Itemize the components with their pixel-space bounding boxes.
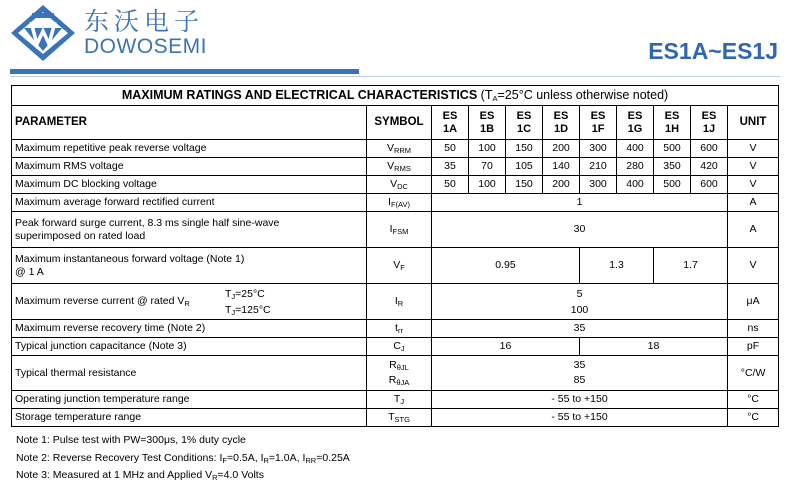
- table-row: Operating junction temperature range $T_J$ - 55 to +150 °C: [12, 391, 779, 409]
- col-unit: UNIT: [728, 106, 779, 140]
- company-name-en: DOWOSEMI: [84, 35, 207, 58]
- company-name-cn: 东沃电子: [84, 7, 205, 36]
- col-device: ES 1C: [506, 106, 543, 140]
- note-1: Note 1: Pulse test with PW=300μs, 1% duty cycle: [16, 434, 246, 446]
- header-rule: [10, 69, 359, 74]
- table-title-row: [12, 86, 779, 106]
- table-row: Maximum reverse current @ rated $V_R$ $T_J=25^\circ C$ $T_J=125^\circ C$ $I_R$ 5 100 μA: [12, 284, 779, 320]
- col-device: ES 1H: [654, 106, 691, 140]
- col-device: ES 1G: [617, 106, 654, 140]
- note-3: Note 3: Measured at 1 MHz and Applied $V_R=4.0$ Volts: [16, 469, 264, 482]
- col-device: ES 1D: [543, 106, 580, 140]
- table-row: Maximum average forward rectified current $I_{F(AV)}$ 1 A: [12, 194, 779, 212]
- col-device: ES 1A: [432, 106, 469, 140]
- col-device: ES 1B: [469, 106, 506, 140]
- table-row: Storage temperature range $T_{STG}$ - 55 to +150 °C: [12, 409, 779, 427]
- table-row: Maximum instantaneous forward voltage (Note 1) @ 1 A $V_F$ 0.95 1.3 1.7 V: [12, 248, 779, 284]
- table-row: Typical junction capacitance (Note 3) $C_J$ 16 18 pF: [12, 338, 779, 356]
- col-device: ES 1F: [580, 106, 617, 140]
- col-symbol: SYMBOL: [367, 106, 432, 140]
- table-row: Peak forward surge current, 8.3 ms single half sine-wave superimposed on rated load $I_{FSM}$ 30 A: [12, 212, 779, 248]
- table-row: Maximum reverse recovery time (Note 2) $t_{rr}$ 35 ns: [12, 320, 779, 338]
- table-row: Typical thermal resistance $R_{\theta JL}$ $R_{\theta JA}$ 35 85 °C/W: [12, 356, 779, 391]
- table-row: Maximum repetitive peak reverse voltage $V_{RRM}$ 50 100 150 200 300 400 500 600 V: [12, 140, 779, 158]
- table-header-row: [12, 106, 779, 140]
- header-thin-rule: [10, 76, 780, 77]
- part-number-title: ES1A~ES1J: [648, 38, 778, 64]
- notes: [16, 432, 350, 485]
- table-row: Maximum RMS voltage $V_{RMS}$ 35 70 105 140 210 280 350 420 V: [12, 158, 779, 176]
- col-parameter: PARAMETER: [12, 106, 367, 140]
- table-title: MAXIMUM RATINGS AND ELECTRICAL CHARACTERISTICS ($T_A=25^\circ C$ unless otherwise noted): [12, 86, 779, 106]
- note-2: Note 2: Reverse Recovery Test Conditions: $I_F=0.5A$, $I_R=1.0A$, $I_{RR}=0.25A$: [16, 451, 350, 465]
- table-row: Maximum DC blocking voltage $V_{DC}$ 50 100 150 200 300 400 500 600 V: [12, 176, 779, 194]
- dowosemi-logo: [10, 4, 76, 62]
- col-device: ES 1J: [691, 106, 728, 140]
- ratings-table: [11, 85, 779, 427]
